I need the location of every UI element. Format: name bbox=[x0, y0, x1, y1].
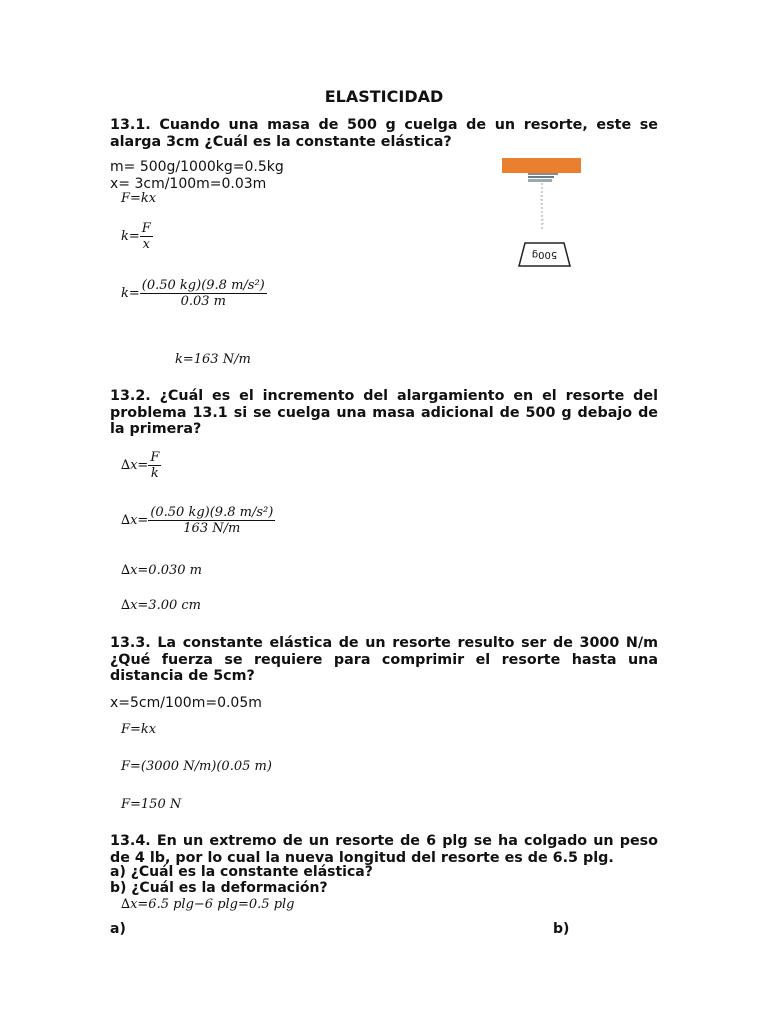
question-13-1: 13.1. Cuando una masa de 500 g cuelga de un resorte, este se alarga 3cm ¿Cuál es la constante elástica? bbox=[110, 117, 658, 150]
question-13-4-part-b: b) ¿Cuál es la deformación? bbox=[110, 880, 328, 896]
fraction-denominator: 0.03 m bbox=[140, 293, 267, 309]
given-elongation: x= 3cm/100m=0.03m bbox=[110, 176, 267, 192]
fraction-denominator: k bbox=[148, 465, 161, 481]
fraction-numerator: (0.50 kg)(9.8 m/s²) bbox=[150, 505, 274, 520]
equation-deformation: ∆x=6.5 plg−6 plg=0.5 plg bbox=[121, 897, 295, 912]
equation-dx-meters: ∆x=0.030 m bbox=[121, 563, 202, 578]
fraction-numerator: F bbox=[150, 450, 160, 465]
equation-hooke: F=kx bbox=[121, 191, 157, 206]
equation-k-result: k=163 N/m bbox=[175, 352, 251, 367]
equation-k-ratio bbox=[121, 221, 153, 252]
spring-mount bbox=[528, 179, 552, 182]
given-mass: m= 500g/1000kg=0.5kg bbox=[110, 159, 284, 175]
mass-label: 500g bbox=[531, 249, 558, 260]
spring-mount bbox=[528, 176, 554, 178]
spring-mount bbox=[528, 173, 558, 175]
fraction-denominator: 163 N/m bbox=[148, 520, 275, 536]
equation-dx-centimeters: ∆x=3.00 cm bbox=[121, 598, 201, 613]
equation-lhs: ∆x= bbox=[121, 458, 149, 473]
spring-illustration bbox=[498, 155, 588, 270]
equation-lhs: k= bbox=[121, 286, 140, 301]
equation-force-substitution: F=(3000 N/m)(0.05 m) bbox=[121, 759, 272, 774]
fraction-numerator: (0.50 kg)(9.8 m/s²) bbox=[141, 278, 265, 293]
equation-lhs: k= bbox=[121, 229, 140, 244]
answer-label-a: a) bbox=[110, 921, 126, 937]
equation-dx-ratio bbox=[121, 450, 161, 481]
question-13-2: 13.2. ¿Cuál es el incremento del alargamiento en el resorte del problema 13.1 si se cuelga una masa adicional de 500 g debajo de la primera? bbox=[110, 388, 658, 437]
equation-dx-substitution bbox=[121, 505, 275, 536]
ceiling-bar bbox=[502, 158, 581, 173]
question-13-4: 13.4. En un extremo de un resorte de 6 plg se ha colgado un peso de 4 lb, por lo cual la nueva longitud del resorte es de 6.5 plg. bbox=[110, 833, 658, 866]
fraction-numerator: F bbox=[141, 221, 151, 236]
equation-lhs: ∆x= bbox=[121, 513, 149, 528]
answer-label-b: b) bbox=[553, 921, 570, 937]
equation-hooke: F=kx bbox=[121, 722, 157, 737]
equation-force-result: F=150 N bbox=[121, 797, 182, 812]
given-distance: x=5cm/100m=0.05m bbox=[110, 695, 262, 711]
fraction-denominator: x bbox=[140, 236, 153, 252]
question-13-4-part-a: a) ¿Cuál es la constante elástica? bbox=[110, 864, 373, 880]
equation-k-substitution bbox=[121, 278, 267, 309]
question-13-3: 13.3. La constante elástica de un resorte resulto ser de 3000 N/m ¿Qué fuerza se requiere para comprimir el resorte hasta una distancia de 5cm? bbox=[110, 635, 658, 684]
page-title: ELASTICIDAD bbox=[324, 87, 444, 106]
